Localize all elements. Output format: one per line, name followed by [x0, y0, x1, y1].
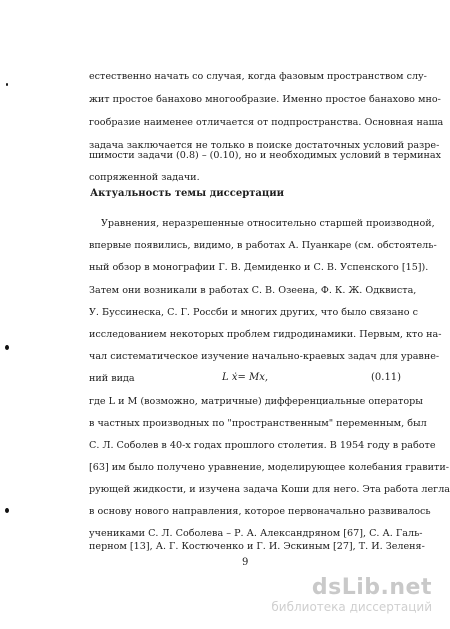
scan-speck — [5, 345, 9, 350]
text-line: У. Буссинеска, С. Г. Россби и многих других, что было связано с — [89, 307, 418, 318]
text-line: С. Л. Соболев в 40-х годах прошлого столетия. В 1954 году в работе — [89, 440, 436, 451]
text-line: в основу нового направления, которое первоначально развивалось — [89, 506, 431, 517]
text-line: где L и M (возможно, матричные) дифференциальные операторы — [89, 396, 423, 407]
watermark — [252, 575, 432, 615]
text-line: шимости задачи (0.8) – (0.10), но и необходимых условий в терминах — [89, 150, 442, 161]
text-line: чал систематическое изучение начально-краевых задач для уравне- — [89, 351, 440, 362]
section-heading: Актуальность темы диссертации — [90, 188, 285, 199]
text-line: Затем они возникали в работах С. В. Озеена, Ф. К. Ж. Одквиста, — [89, 285, 417, 296]
text-line: сопряженной задачи. — [89, 172, 200, 183]
text-line: естественно начать со случая, когда фазовым пространством слу- — [89, 71, 427, 82]
text-line: исследованием некоторых проблем гидродинамики. Первым, кто на- — [89, 329, 442, 340]
equation-number: (0.11) — [371, 372, 402, 383]
text-line: учениками С. Л. Соболева – Р. А. Александряном [67], С. А. Галь- — [89, 528, 423, 539]
text-line: перном [13], А. Г. Костюченко и Г. И. Эскиным [27], Т. И. Зеленя- — [89, 541, 425, 552]
text-line: ний вида — [89, 373, 135, 384]
text-line: задача заключается не только в поиске достаточных условий разре- — [89, 140, 440, 151]
equation: L ẋ= Mx, — [222, 372, 269, 383]
text-line: [63] им было получено уравнение, моделирующее колебания гравити- — [89, 462, 450, 473]
text-line: рующей жидкости, и изучена задача Коши для него. Эта работа легла — [89, 484, 450, 495]
page-number: 9 — [242, 557, 249, 568]
watermark-logo: dsLib.net — [311, 575, 432, 600]
text-line: впервые появились, видимо, в работах А. Пуанкаре (см. обстоятель- — [89, 240, 437, 251]
watermark-subtitle: библиотека диссертаций — [271, 600, 432, 614]
text-line: ный обзор в монографии Г. В. Демиденко и С. В. Успенского [15]). — [89, 262, 429, 273]
text-line: жит простое банахово многообразие. Именно простое банахово мно- — [89, 94, 441, 105]
scan-speck — [6, 83, 8, 86]
text-line: Уравнения, неразрешенные относительно старшей производной, — [101, 218, 435, 229]
scan-speck — [5, 508, 9, 513]
text-line: гообразие наименее отличается от подпространства. Основная наша — [89, 117, 444, 128]
text-line: в частных производных по "пространственным" переменным, был — [89, 418, 427, 429]
